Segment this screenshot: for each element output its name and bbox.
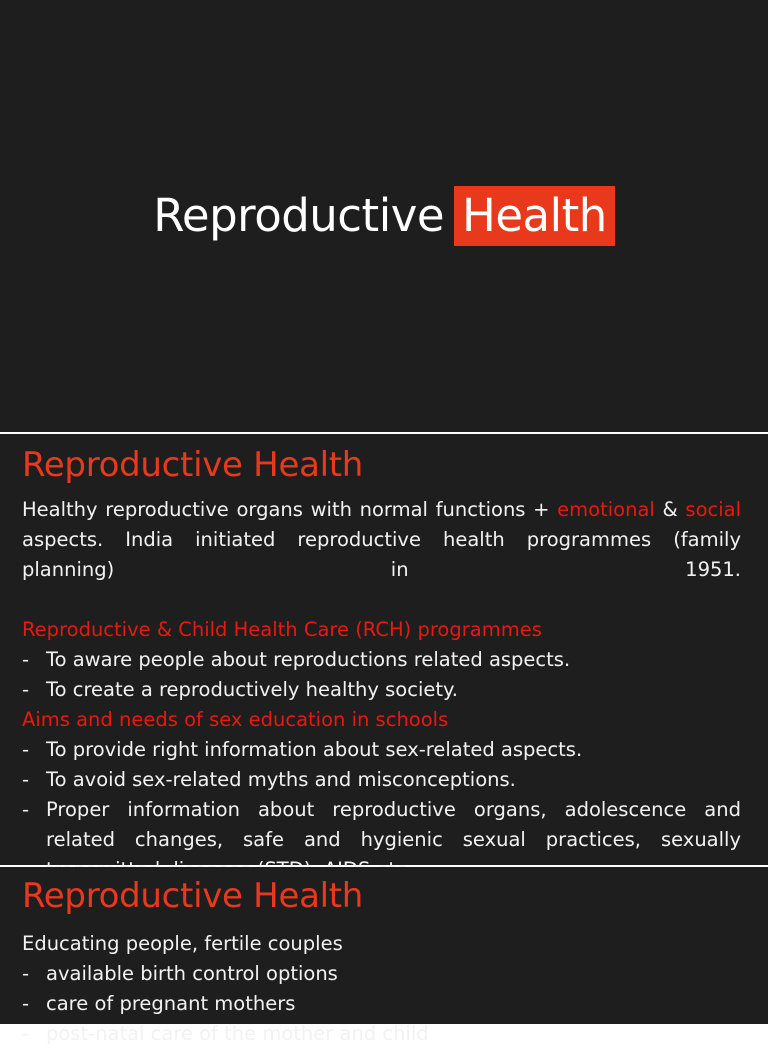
list-item xyxy=(22,989,741,1019)
intro-text-1: Healthy reproductive organs with normal functions + xyxy=(22,498,550,521)
list-item-text: post-natal care of the mother and child xyxy=(46,1022,429,1045)
emotional-highlight: emotional xyxy=(557,498,655,521)
list-item-text: Proper information about reproductive organs, adolescence and related changes, safe and hygienic sexual practices, sexually xyxy=(46,798,741,851)
dash-bullet: - xyxy=(22,678,30,701)
title-highlighted-text: Health xyxy=(454,186,615,246)
list-item xyxy=(22,645,741,675)
list-item-text: To provide right information about sex-related aspects. xyxy=(46,738,583,761)
list-item xyxy=(22,1019,741,1049)
intro-text-2: aspects. India initiated reproductive health programmes xyxy=(22,528,652,551)
title-slide xyxy=(0,0,768,432)
social-highlight: social xyxy=(685,498,742,521)
title-plain-text: Reproductive xyxy=(153,189,445,242)
slide-title xyxy=(0,186,768,246)
ampersand-text: & xyxy=(662,498,678,521)
list-item-text: care of pregnant mothers xyxy=(46,992,296,1015)
list-item-text: To aware people about reproductions related aspects. xyxy=(46,648,571,671)
reproductive-health-slide-1 xyxy=(0,434,768,865)
intro-text-3: (family planning) in 1951. xyxy=(22,528,741,581)
list-item xyxy=(22,675,741,705)
sex-education-subheading: Aims and needs of sex education in schools xyxy=(22,708,449,731)
dash-bullet: - xyxy=(22,1022,30,1045)
slide-body xyxy=(22,929,741,1049)
sex-education-list xyxy=(22,735,741,885)
dash-bullet: - xyxy=(22,648,30,671)
slide-body xyxy=(22,495,741,885)
list-item-text: To create a reproductively healthy society. xyxy=(46,678,458,701)
education-list xyxy=(22,959,741,1049)
list-item xyxy=(22,959,741,989)
dash-bullet: - xyxy=(22,992,30,1015)
list-item-text: available birth control options xyxy=(46,962,338,985)
dash-bullet: - xyxy=(22,768,30,791)
intro-text: Educating people, fertile couples xyxy=(22,932,343,955)
list-item xyxy=(22,765,741,795)
dash-bullet: - xyxy=(22,738,30,761)
dash-bullet: - xyxy=(22,798,30,821)
dash-bullet: - xyxy=(22,962,30,985)
slide-heading: Reproductive Health xyxy=(22,445,364,485)
list-item xyxy=(22,735,741,765)
intro-paragraph xyxy=(22,495,741,615)
slide-heading: Reproductive Health xyxy=(22,876,364,916)
rch-subheading: Reproductive & Child Health Care (RCH) programmes xyxy=(22,618,542,641)
reproductive-health-slide-2 xyxy=(0,867,768,1045)
rch-list xyxy=(22,645,741,705)
list-item-text: To avoid sex-related myths and misconceptions. xyxy=(46,768,516,791)
